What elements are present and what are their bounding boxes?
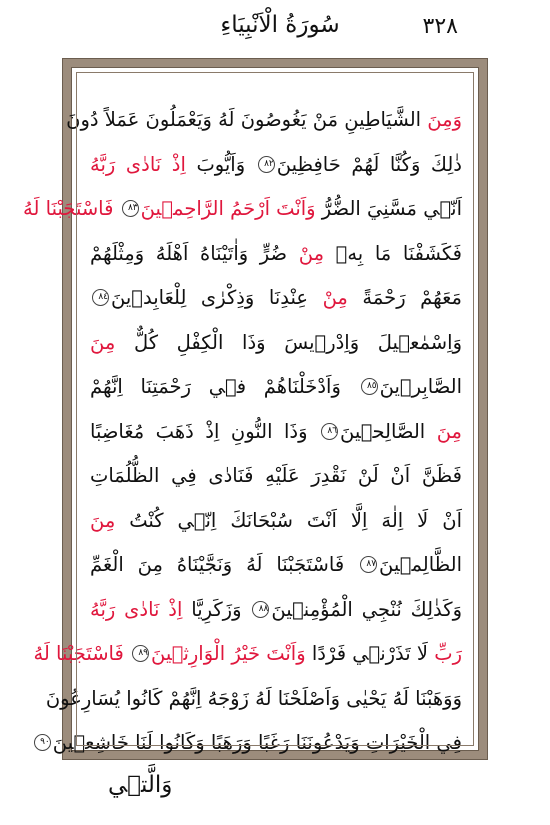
highlighted-text: مِنَ [436, 419, 462, 443]
catchword: وَالَّت۪ي [108, 772, 173, 798]
verse-text: وَكَذٰلِكَ نُنْجِي الْمُؤْمِن۪ينَ [271, 597, 462, 621]
text-line [90, 276, 462, 321]
highlighted-text: فَاسْتَجَبْنَا لَهُ [23, 197, 120, 220]
text-line [23, 187, 462, 232]
highlighted-text: وَاَنْتَ خَيْرُ الْوَارِث۪ينَ [151, 642, 306, 665]
text-line [90, 410, 462, 455]
highlighted-text: اِذْ نَادٰى رَبَّهُ [90, 597, 183, 621]
ayah-number-marker: ٨٣ [122, 200, 139, 217]
text-line [90, 321, 462, 366]
highlighted-text: مِنَ [90, 508, 116, 532]
verse-text: اَنْ لَا اِلٰهَ اِلَّا اَنْتَ سُبْحَانَكَ اِنّ۪ي كُنْتُ [115, 508, 462, 532]
text-line [90, 365, 462, 410]
verse-text: وَزَكَرِيَّا [182, 597, 251, 621]
surah-title: سُورَةُ الْاَنْبِيَاءِ [220, 12, 340, 38]
ayah-number-marker: ٨٤ [92, 289, 109, 306]
verse-text: الصَّالِح۪ينَ [340, 419, 437, 443]
highlighted-text: مِنَ [90, 330, 116, 354]
text-line [90, 588, 462, 633]
highlighted-text: اِذْ نَادٰى رَبَّهُ [90, 152, 186, 176]
ayah-number-marker: ٨٩ [132, 645, 149, 662]
verse-text: ذٰلِكَ وَكُنَّا لَهُمْ حَافِظِينَ [276, 152, 462, 176]
verse-text: فَكَشَفْنَا مَا بِه۪ [324, 241, 463, 265]
verse-text: فَظَنَّ اَنْ لَنْ نَقْدِرَ عَلَيْهِ فَنَادٰى فِي الظُّلُمَاتِ [90, 464, 462, 487]
verse-text: ضُرٍّ وَاٰتَيْنَاهُ اَهْلَهُ وَمِثْلَهُمْ [90, 241, 299, 265]
text-line [90, 454, 462, 499]
verse-text: الظَّالِم۪ينَ [379, 553, 462, 576]
page-number: ٣٢٨ [422, 14, 458, 39]
text-line [90, 143, 462, 188]
text-line [45, 677, 462, 722]
verse-text: وَاِسْمٰع۪يلَ وَاِدْر۪يسَ وَذَا الْكِفْلِ كُلٌّ [115, 330, 462, 354]
verse-text: فَاسْتَجَبْنَا لَهُ وَنَجَّيْنَاهُ مِنَ الْغَمِّ [90, 553, 359, 576]
text-line [90, 543, 462, 588]
verse-text: لَا تَذَرْن۪ي فَرْدًا [305, 642, 435, 665]
ayah-number-marker: ٨٦ [321, 423, 338, 440]
text-line [40, 721, 462, 766]
highlighted-text: وَاَنْتَ اَرْحَمُ الرَّاحِم۪ينَ [140, 197, 316, 220]
ayah-number-marker: ٩٠ [34, 734, 51, 751]
text-line [66, 98, 462, 143]
verse-text: مَعَهُمْ رَحْمَةً [347, 286, 462, 309]
verse-text: وَذَا النُّونِ اِذْ ذَهَبَ مُغَاضِبًا [90, 419, 320, 443]
highlighted-text: مِنْ [322, 286, 348, 309]
page-frame-outer [23, 58, 488, 760]
ayah-number-marker: ٨٧ [360, 556, 377, 573]
ayah-number-marker: ٨٢ [258, 156, 275, 173]
quran-text-block [23, 98, 463, 766]
text-line [90, 232, 462, 277]
text-line [33, 632, 462, 677]
highlighted-text: فَاسْتَجَبْنَا لَهُ [33, 642, 131, 665]
verse-text: الشَّيَاطِينِ مَنْ يَغُوصُونَ لَهُ وَيَعْمَلُونَ عَمَلاً دُونَ [66, 108, 428, 131]
verse-text: الصَّابِر۪ينَ [379, 375, 462, 398]
highlighted-text: وَمِنَ [427, 108, 462, 131]
highlighted-text: مِنْ [298, 241, 325, 265]
verse-text: اَنّ۪ي مَسَّنِيَ الضُّرُّ [315, 197, 462, 220]
highlighted-text: رَبِّ [434, 642, 462, 665]
verse-text: وَاَدْخَلْنَاهُمْ ف۪ي رَحْمَتِنَا اِنَّهُمْ [90, 375, 359, 398]
ayah-number-marker: ٨٨ [252, 601, 269, 618]
page-header [0, 8, 550, 48]
ayah-number-marker: ٨٥ [361, 378, 378, 395]
verse-text: فِي الْخَيْرَاتِ وَيَدْعُونَنَا رَغَبًا وَرَهَبًا وَكَانُوا لَنَا خَاشِع۪ينَ [52, 731, 462, 754]
text-line [90, 499, 462, 544]
verse-text: وَوَهَبْنَا لَهُ يَحْيٰى وَاَصْلَحْنَا لَهُ زَوْجَهُ اِنَّهُمْ كَانُوا يُسَارِعُونَ [45, 686, 462, 710]
verse-text: وَاَيُّوبَ [185, 152, 256, 176]
page-frame-inner [23, 67, 479, 754]
verse-text: عِنْدِنَا وَذِكْرٰى لِلْعَابِد۪ينَ [111, 286, 323, 309]
